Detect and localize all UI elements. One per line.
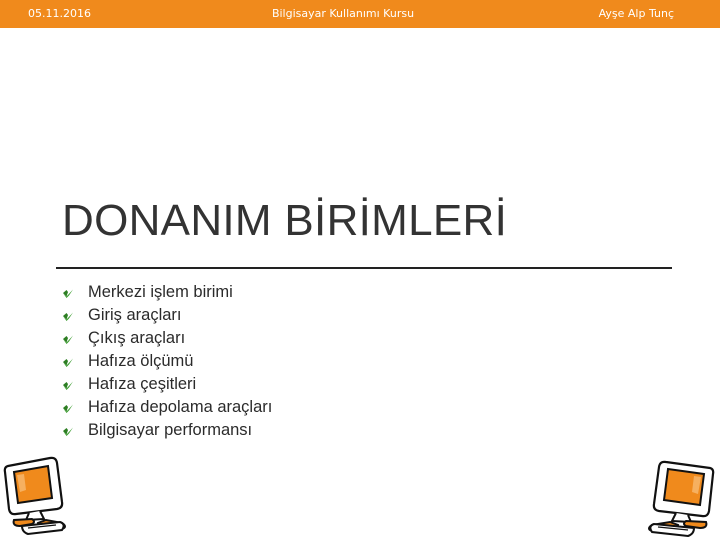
header-course-title: Bilgisayar Kullanımı Kursu bbox=[271, 7, 415, 20]
list-item-label: Giriş araçları bbox=[88, 306, 182, 324]
list-item-label: Hafıza ölçümü bbox=[88, 352, 194, 370]
list-item bbox=[62, 373, 272, 396]
list-item-label: Bilgisayar performansı bbox=[88, 421, 253, 439]
list-item-label: Hafıza çeşitleri bbox=[88, 375, 197, 393]
list-item bbox=[62, 281, 272, 304]
checkmark-diamond-icon bbox=[62, 402, 88, 414]
list-item bbox=[62, 419, 272, 442]
checkmark-diamond-icon bbox=[62, 310, 88, 322]
header-author: Ayşe Alp Tunç bbox=[598, 7, 674, 20]
bullet-list bbox=[62, 281, 272, 442]
list-item-label: Hafıza depolama araçları bbox=[88, 398, 273, 416]
checkmark-diamond-icon bbox=[62, 333, 88, 345]
checkmark-diamond-icon bbox=[62, 356, 88, 368]
list-item bbox=[62, 396, 272, 419]
list-item-label: Çıkış araçları bbox=[88, 329, 186, 347]
slide-title: DONANIM BİRİMLERİ bbox=[62, 196, 508, 245]
header-bar bbox=[0, 0, 720, 28]
checkmark-diamond-icon bbox=[62, 425, 88, 437]
cartoon-computer-icon bbox=[2, 452, 74, 536]
header-date: 05.11.2016 bbox=[28, 7, 91, 20]
title-divider bbox=[56, 267, 672, 269]
list-item-label: Merkezi işlem birimi bbox=[88, 283, 233, 301]
checkmark-diamond-icon bbox=[62, 379, 88, 391]
list-item bbox=[62, 304, 272, 327]
cartoon-computer-icon bbox=[636, 458, 716, 538]
list-item bbox=[62, 350, 272, 373]
list-item bbox=[62, 327, 272, 350]
checkmark-diamond-icon bbox=[62, 287, 88, 299]
